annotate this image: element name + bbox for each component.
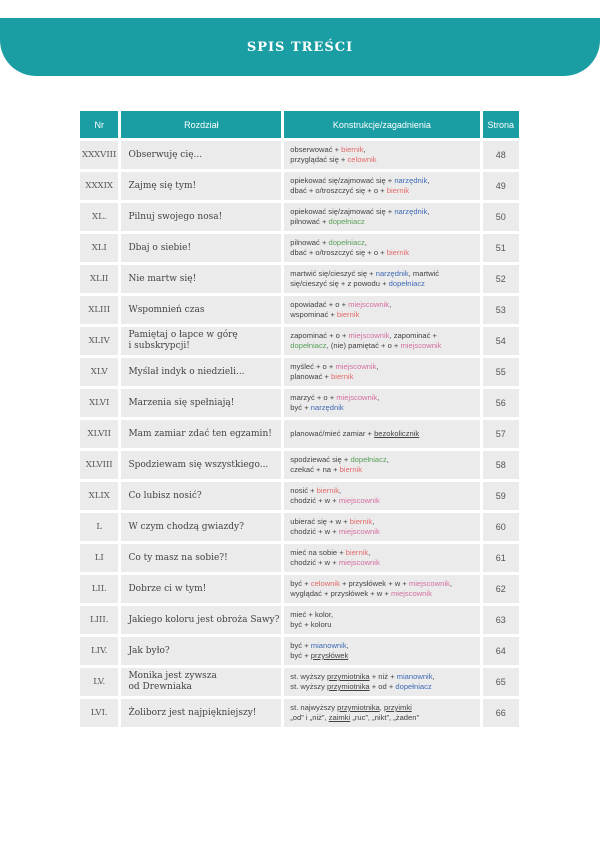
table-row <box>80 544 519 572</box>
grammar-case-term: miejscownik <box>390 589 432 598</box>
chapter-number: XLVII <box>80 420 118 448</box>
chapter-constructions <box>284 141 479 169</box>
page-number: 58 <box>483 451 519 479</box>
construction-text: st. najwyższy <box>290 703 338 712</box>
grammar-case-term: narzędnik <box>394 176 428 185</box>
table-row <box>80 699 519 727</box>
construction-text: mieć na sobie + <box>290 548 346 557</box>
chapter-number: XXXVIII <box>80 141 118 169</box>
grammar-case-term: dopełniacz <box>290 341 327 350</box>
construction-text: obserwować + <box>290 145 342 154</box>
construction-text: , być + <box>290 641 349 660</box>
chapter-title: Wspomnień czas <box>121 296 281 324</box>
construction-text: + przysłówek + w + <box>339 579 409 588</box>
chapter-number: XLII <box>80 265 118 293</box>
chapter-number: LI <box>80 544 118 572</box>
construction-text: + od + <box>369 682 396 691</box>
chapter-title: Marzenia się spełniają! <box>121 389 281 417</box>
chapter-number: XLV <box>80 358 118 386</box>
construction-text: , czekać + na + <box>290 455 389 474</box>
table-row <box>80 482 519 510</box>
grammar-case-term: dopełniacz <box>350 455 387 464</box>
chapter-constructions <box>284 296 479 324</box>
page-number: 60 <box>483 513 519 541</box>
chapter-constructions <box>284 327 479 355</box>
chapter-constructions <box>284 451 479 479</box>
chapter-number: LIII. <box>80 606 118 634</box>
table-row <box>80 358 519 386</box>
grammar-case-term: miejscownik <box>335 362 377 371</box>
page-number: 53 <box>483 296 519 324</box>
grammar-case-term: narzędnik <box>375 269 409 278</box>
construction-text: ubierać się + w + <box>290 517 350 526</box>
grammar-case-term: miejscownik <box>338 558 380 567</box>
construction-text: , st. wyższy <box>290 672 435 691</box>
table-header-row <box>80 111 519 138</box>
chapter-title: Obserwuję cię... <box>121 141 281 169</box>
grammar-case-term: celownik <box>347 155 377 164</box>
page-number: 61 <box>483 544 519 572</box>
chapter-number: XLVI <box>80 389 118 417</box>
page-number: 52 <box>483 265 519 293</box>
page-number: 59 <box>483 482 519 510</box>
chapter-number: XLIX <box>80 482 118 510</box>
page-number: 54 <box>483 327 519 355</box>
grammar-case-term: dopełniacz <box>388 279 425 288</box>
chapter-title: Jak było? <box>121 637 281 665</box>
construction-text: , <box>379 703 384 712</box>
grammar-case-term: dopełniacz <box>395 682 432 691</box>
construction-text: spodziewać się + <box>290 455 351 464</box>
grammar-case-term: biernik <box>386 186 410 195</box>
page-number: 66 <box>483 699 519 727</box>
page-number: 51 <box>483 234 519 262</box>
header-konstrukcje: Konstrukcje/zagadnienia <box>284 111 479 138</box>
construction-text: marzyć + o + <box>290 393 337 402</box>
chapter-number: LVI. <box>80 699 118 727</box>
chapter-title: Mam zamiar zdać ten egzamin! <box>121 420 281 448</box>
grammar-case-term: przymiotnika <box>327 672 370 681</box>
chapter-title: Myślał indyk o niedzieli... <box>121 358 281 386</box>
construction-text: , wspominać + <box>290 300 392 319</box>
table-row <box>80 172 519 200</box>
construction-text: , chodzić + w + <box>290 486 342 505</box>
construction-text: być + <box>290 641 311 650</box>
chapter-constructions <box>284 575 479 603</box>
grammar-case-term: biernik <box>386 248 410 257</box>
grammar-case-term: biernik <box>339 465 363 474</box>
chapter-constructions <box>284 358 479 386</box>
construction-text: pilnować + <box>290 238 329 247</box>
construction-text: , (nie) pamiętać + o + <box>326 341 401 350</box>
chapter-constructions <box>284 482 479 510</box>
chapter-constructions <box>284 420 479 448</box>
grammar-case-term: dopełniacz <box>328 217 365 226</box>
grammar-case-term: miejscownik <box>336 393 378 402</box>
toc-table <box>77 108 522 730</box>
table-row <box>80 668 519 696</box>
chapter-constructions <box>284 389 479 417</box>
chapter-number: XLI <box>80 234 118 262</box>
construction-text: planować/mieć zamiar + <box>290 429 375 438</box>
table-row <box>80 296 519 324</box>
construction-text: , dbać + o/troszczyć się + o + <box>290 238 385 257</box>
page-number: 55 <box>483 358 519 386</box>
grammar-case-term: biernik <box>341 145 364 154</box>
chapter-title: Dbaj o siebie! <box>121 234 281 262</box>
table-row <box>80 389 519 417</box>
table-row <box>80 203 519 231</box>
chapter-title: W czym chodzą gwiazdy? <box>121 513 281 541</box>
chapter-constructions <box>284 544 479 572</box>
chapter-title: Pilnuj swojego nosa! <box>121 203 281 231</box>
construction-text: mieć + kolor, być + koloru <box>290 610 334 629</box>
chapter-number: XL. <box>80 203 118 231</box>
page-number: 50 <box>483 203 519 231</box>
page-number: 63 <box>483 606 519 634</box>
construction-text: , chodzić + w + <box>290 517 375 536</box>
construction-text: nosić + <box>290 486 317 495</box>
grammar-case-term: mianownik <box>310 641 347 650</box>
construction-text: opiekować się/zajmować się + <box>290 176 395 185</box>
construction-text: być + <box>290 579 311 588</box>
construction-text: , chodzić + w + <box>290 548 371 567</box>
chapter-constructions <box>284 513 479 541</box>
construction-text: + niż + <box>369 672 397 681</box>
chapter-constructions <box>284 637 479 665</box>
table-row <box>80 513 519 541</box>
construction-text: opiekować się/zajmować się + <box>290 207 395 216</box>
chapter-constructions <box>284 265 479 293</box>
chapter-number: XLVIII <box>80 451 118 479</box>
grammar-case-term: zaimki <box>328 713 351 722</box>
construction-text: „od” i „niż”, <box>290 713 327 722</box>
grammar-case-term: biernik <box>345 548 369 557</box>
chapter-title: Zajmę się tym! <box>121 172 281 200</box>
construction-text: , zapominać + <box>389 331 437 340</box>
page-number: 48 <box>483 141 519 169</box>
grammar-case-term: biernik <box>331 372 354 381</box>
chapter-number: LV. <box>80 668 118 696</box>
table-row <box>80 265 519 293</box>
grammar-case-term: miejscownik <box>348 331 390 340</box>
chapter-number: XLIV <box>80 327 118 355</box>
page-number: 56 <box>483 389 519 417</box>
chapter-constructions <box>284 203 479 231</box>
grammar-case-term: mianownik <box>396 672 433 681</box>
page-number: 62 <box>483 575 519 603</box>
construction-text: martwić się/cieszyć się + <box>290 269 376 278</box>
grammar-case-term: biernik <box>336 310 360 319</box>
chapter-constructions <box>284 172 479 200</box>
table-row <box>80 606 519 634</box>
grammar-case-term: przysłówek <box>310 651 349 660</box>
header-rozdzial: Rozdział <box>121 111 281 138</box>
page-number: 49 <box>483 172 519 200</box>
construction-text: st. wyższy <box>290 672 327 681</box>
chapter-title: Co lubisz nosić? <box>121 482 281 510</box>
construction-text: , planować + <box>290 362 379 381</box>
table-row <box>80 451 519 479</box>
chapter-title: Nie martw się! <box>121 265 281 293</box>
page-title: SPIS TREŚCI <box>246 39 354 55</box>
grammar-case-term: miejscownik <box>408 579 450 588</box>
chapter-title: Spodziewam się wszystkiego... <box>121 451 281 479</box>
construction-text: , być + <box>290 393 380 412</box>
construction-text: , pilnować + <box>290 207 430 226</box>
chapter-title: Żoliborz jest najpiękniejszy! <box>121 699 281 727</box>
page-number: 64 <box>483 637 519 665</box>
grammar-case-term: miejscownik <box>400 341 442 350</box>
construction-text: zapominać + o + <box>290 331 349 340</box>
grammar-case-term: dopełniacz <box>328 238 365 247</box>
construction-text: , wyglądać + przysłówek + w + <box>290 579 452 598</box>
grammar-case-term: biernik <box>349 517 373 526</box>
chapter-number: XXXIX <box>80 172 118 200</box>
chapter-title: Pamiętaj o łapce w górę i subskrypcji! <box>121 327 281 355</box>
table-row <box>80 327 519 355</box>
chapter-title: Dobrze ci w tym! <box>121 575 281 603</box>
grammar-case-term: miejscownik <box>338 496 380 505</box>
grammar-case-term: przymiotnika <box>327 682 370 691</box>
grammar-case-term: narzędnik <box>310 403 344 412</box>
table-row <box>80 575 519 603</box>
page-number: 65 <box>483 668 519 696</box>
grammar-case-term: biernik <box>316 486 340 495</box>
table-row <box>80 234 519 262</box>
grammar-case-term: miejscownik <box>348 300 390 309</box>
chapter-number: LIV. <box>80 637 118 665</box>
construction-text: , przyglądać się + <box>290 145 366 164</box>
toc-body <box>80 141 519 727</box>
table-row <box>80 637 519 665</box>
table-row <box>80 141 519 169</box>
chapter-title: Jakiego koloru jest obroża Sawy? <box>121 606 281 634</box>
chapter-number: XLIII <box>80 296 118 324</box>
construction-text: opowiadać + o + <box>290 300 349 309</box>
grammar-case-term: narzędnik <box>394 207 428 216</box>
construction-text: , dbać + o/troszczyć się + o + <box>290 176 430 195</box>
chapter-title: Monika jest zywsza od Drewniaka <box>121 668 281 696</box>
chapter-constructions <box>284 234 479 262</box>
chapter-constructions <box>284 606 479 634</box>
grammar-case-term: miejscownik <box>338 527 380 536</box>
chapter-number: LII. <box>80 575 118 603</box>
chapter-number: L <box>80 513 118 541</box>
chapter-constructions <box>284 668 479 696</box>
construction-text: , martwić się/cieszyć się + z powodu + <box>290 269 440 288</box>
header-strona: Strona <box>483 111 519 138</box>
grammar-case-term: celownik <box>310 579 340 588</box>
chapter-title: Co ty masz na sobie?! <box>121 544 281 572</box>
header-banner <box>0 18 600 76</box>
table-row <box>80 420 519 448</box>
page-number: 57 <box>483 420 519 448</box>
chapter-constructions <box>284 699 479 727</box>
grammar-case-term: bezokolicznik <box>374 429 420 438</box>
grammar-case-term: przyimki <box>383 703 412 712</box>
construction-text: myśleć + o + <box>290 362 336 371</box>
construction-text: „ruc”, „nikt”, „żaden” <box>350 713 419 722</box>
header-nr: Nr <box>80 111 118 138</box>
grammar-case-term: przymiotnika <box>337 703 380 712</box>
